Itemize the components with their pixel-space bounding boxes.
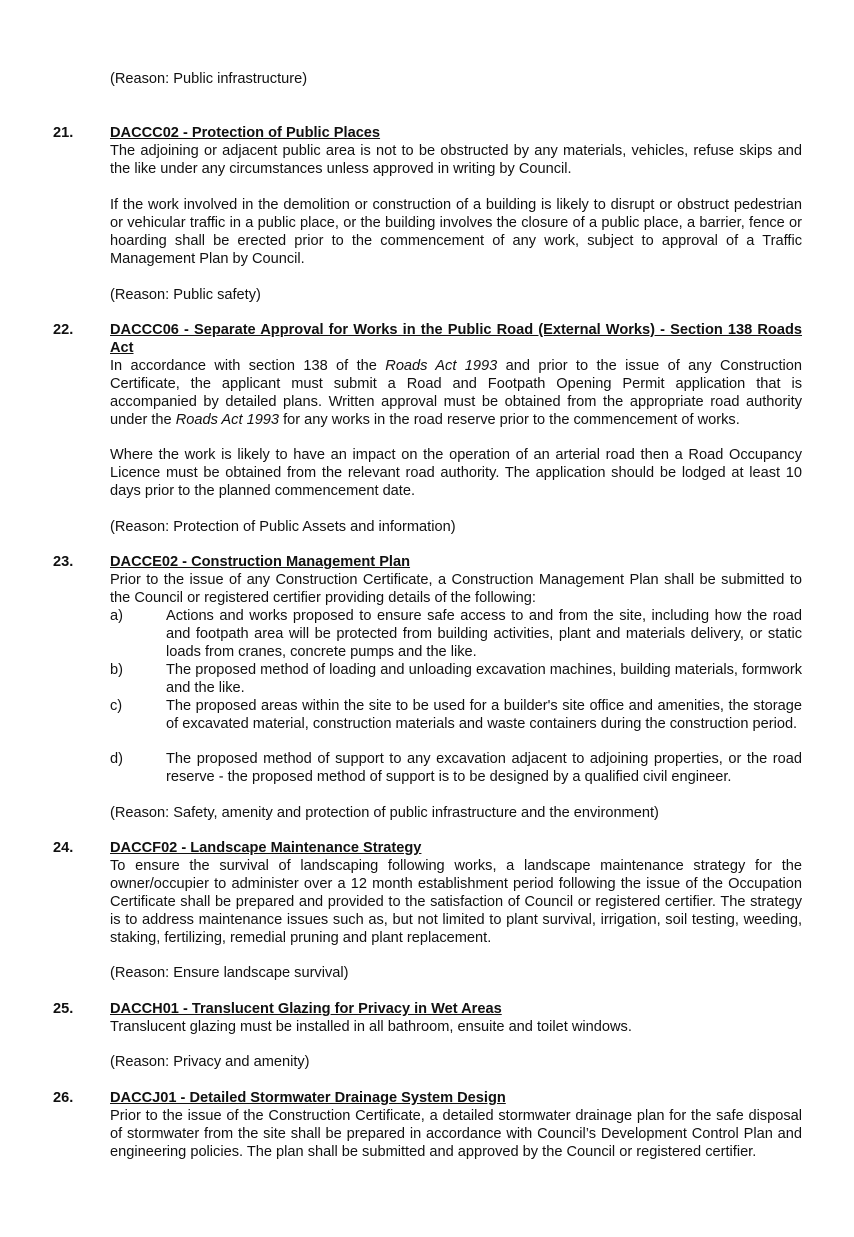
condition-number: 24. — [53, 840, 74, 856]
condition-paragraph: To ensure the survival of landscaping following works, a landscape maintenance strategy for the owner/occupier to administer over a 12 month establishment period following the issue of the Occupation Certificate shall be prepared and provided to the satisfaction of Council or registered certifier. The strategy is to address maintenance issues such as, but not limited to plant survival, irrigation, soil testing, weeding, staking, fertilizing, remedial pruning and plant replacement. — [110, 858, 802, 946]
condition-heading: DACCJ01 - Detailed Stormwater Drainage System Design — [110, 1090, 506, 1106]
condition-paragraph: Prior to the issue of any Construction Certificate, a Construction Management Plan shall be submitted to the Council or registered certifier providing details of the following: — [110, 572, 802, 606]
reason-text: (Reason: Public infrastructure) — [110, 71, 308, 87]
reason-text: (Reason: Safety, amenity and protection of public infrastructure and the environment) — [110, 805, 659, 821]
list-item-letter: a) — [110, 608, 123, 624]
condition-heading: DACCE02 - Construction Management Plan — [110, 554, 411, 570]
condition-heading: DACCH01 - Translucent Glazing for Privacy in Wet Areas — [110, 1001, 502, 1017]
reason-text: (Reason: Privacy and amenity) — [110, 1054, 310, 1070]
list-item-text: The proposed method of support to any excavation adjacent to adjoining properties, or the road reserve - the proposed method of support is to be designed by a qualified civil engineer. — [166, 751, 802, 785]
condition-paragraph: Where the work is likely to have an impact on the operation of an arterial road then a Road Occupancy Licence must be obtained from the relevant road authority. The application should be lodged at least 10 days prior to the planned commencement date. — [110, 447, 802, 499]
condition-paragraph: In accordance with section 138 of the Roads Act 1993 and prior to the issue of any Construction Certificate, the applicant must submit a Road and Footpath Opening Permit application that is accompanied by detailed plans. Written approval must be obtained from the appropriate road authority under the Roads Act 1993 for any works in the road reserve prior to the commencement of works. — [110, 358, 802, 428]
reason-text: (Reason: Ensure landscape survival) — [110, 965, 349, 981]
condition-heading: DACCC02 - Protection of Public Places — [110, 125, 381, 141]
condition-heading: DACCC06 - Separate Approval for Works in the Public Road (External Works) - Section 138 Roads Act — [110, 322, 802, 356]
condition-number: 21. — [53, 125, 74, 141]
condition-paragraph: Translucent glazing must be installed in all bathroom, ensuite and toilet windows. — [110, 1019, 632, 1035]
reason-text: (Reason: Protection of Public Assets and information) — [110, 519, 456, 535]
list-item-text: The proposed method of loading and unloading excavation machines, building materials, formwork and the like. — [166, 662, 803, 696]
condition-number: 23. — [53, 554, 74, 570]
condition-paragraph: If the work involved in the demolition or construction of a building is likely to disrupt or obstruct pedestrian or vehicular traffic in a public place, or the building involves the closure of a public place, a barrier, fence or hoarding shall be erected prior to the commencement of any work, subject to approval of a Traffic Management Plan by Council. — [110, 197, 802, 267]
condition-number: 22. — [53, 322, 74, 338]
reason-text: (Reason: Public safety) — [110, 287, 261, 303]
list-item-text: The proposed areas within the site to be used for a builder's site office and amenities, the storage of excavated material, construction materials and waste containers during the construction period. — [166, 698, 802, 732]
condition-number: 25. — [53, 1001, 74, 1017]
list-item-text: Actions and works proposed to ensure safe access to and from the site, including how the road and footpath area will be protected from building activities, plant and materials delivery, or static loads from cranes, concrete pumps and the like. — [166, 608, 802, 660]
condition-paragraph: Prior to the issue of the Construction Certificate, a detailed stormwater drainage plan for the safe disposal of stormwater from the site shall be prepared in accordance with Council’s Development Control Plan and engineering policies. The plan shall be submitted and approved by the Council or registered certifier. — [110, 1108, 802, 1160]
list-item-letter: d) — [110, 751, 123, 767]
list-item-letter: b) — [110, 662, 123, 678]
condition-number: 26. — [53, 1090, 74, 1106]
condition-paragraph: The adjoining or adjacent public area is not to be obstructed by any materials, vehicles, refuse skips and the like under any circumstances unless approved in writing by Council. — [110, 143, 802, 177]
condition-heading: DACCF02 - Landscape Maintenance Strategy — [110, 840, 422, 856]
list-item-letter: c) — [110, 698, 123, 714]
